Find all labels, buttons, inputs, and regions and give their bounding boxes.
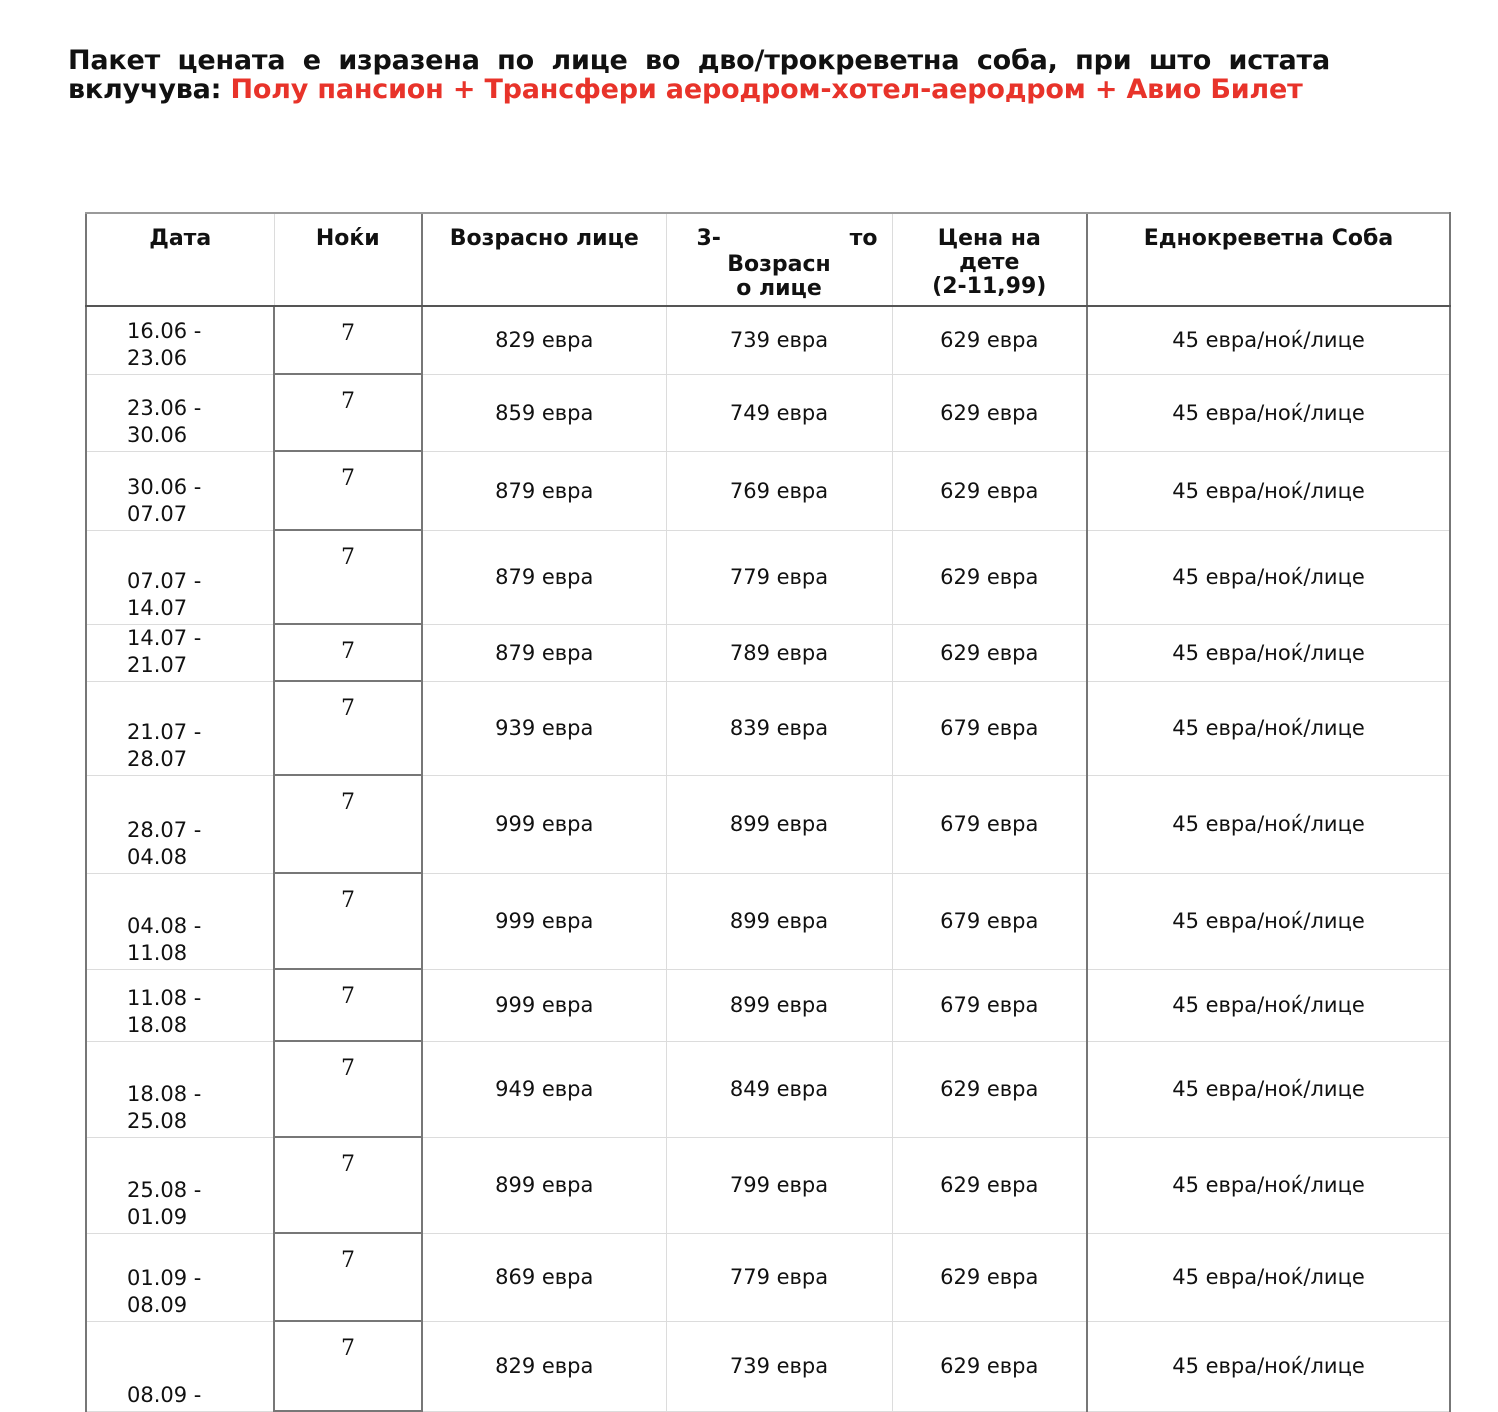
third-adult-price-cell: 839 евра xyxy=(666,681,892,775)
single-room-price-cell: 45 евра/ноќ/лице xyxy=(1087,969,1450,1041)
date-cell xyxy=(86,374,274,451)
adult-price-cell: 879 евра xyxy=(422,451,666,530)
nights-cell: 7 xyxy=(274,969,422,1041)
date-range-start: 14.07 - 21.07 xyxy=(127,625,202,677)
date-range-end: 04.08 xyxy=(127,844,188,869)
date-range-end: 23.06 xyxy=(127,345,188,370)
child-price-cell: 629 евра xyxy=(892,624,1087,681)
single-room-price-cell: 45 евра/ноќ/лице xyxy=(1087,306,1450,374)
date-cell xyxy=(86,873,274,969)
header-third-adult-part: о лице xyxy=(736,276,822,301)
date-cell xyxy=(86,681,274,775)
date-range-start: 16.06 - xyxy=(127,318,202,343)
included-services: Полу пансион + Трансфери аеродром-хотел-аеродром + Авио Билет xyxy=(230,74,1303,105)
single-room-price-cell: 45 евра/ноќ/лице xyxy=(1087,1137,1450,1233)
date-cell xyxy=(86,1041,274,1137)
child-price-cell: 629 евра xyxy=(892,1321,1087,1411)
nights-cell: 7 xyxy=(274,1233,422,1321)
nights-cell: 7 xyxy=(274,775,422,873)
third-adult-price-cell: 739 евра xyxy=(666,1321,892,1411)
third-adult-price-cell: 779 евра xyxy=(666,1233,892,1321)
adult-price-cell: 879 евра xyxy=(422,530,666,624)
adult-price-cell: 879 евра xyxy=(422,624,666,681)
date-cell xyxy=(86,969,274,1041)
date-cell xyxy=(86,306,274,374)
table-row xyxy=(86,306,1450,374)
nights-cell: 7 xyxy=(274,1321,422,1411)
single-room-price-cell: 45 евра/ноќ/лице xyxy=(1087,530,1450,624)
nights-cell: 7 xyxy=(274,873,422,969)
header-third-adult xyxy=(666,213,892,306)
header-third-adult-part: то xyxy=(849,226,878,251)
adult-price-cell: 829 евра xyxy=(422,1321,666,1411)
single-room-price-cell: 45 евра/ноќ/лице xyxy=(1087,681,1450,775)
table-row xyxy=(86,624,1450,681)
date-cell xyxy=(86,1233,274,1321)
date-range-end: 14.07 xyxy=(127,595,188,620)
single-room-price-cell: 45 евра/ноќ/лице xyxy=(1087,374,1450,451)
child-price-cell: 679 евра xyxy=(892,969,1087,1041)
adult-price-cell: 999 евра xyxy=(422,969,666,1041)
third-adult-price-cell: 899 евра xyxy=(666,775,892,873)
header-third-adult-part: 3- xyxy=(696,226,721,251)
nights-cell: 7 xyxy=(274,451,422,530)
header-child-part: Цена на xyxy=(937,226,1041,251)
third-adult-price-cell: 899 евра xyxy=(666,873,892,969)
child-price-cell: 679 евра xyxy=(892,681,1087,775)
table-row xyxy=(86,1137,1450,1233)
date-cell xyxy=(86,451,274,530)
third-adult-price-cell: 779 евра xyxy=(666,530,892,624)
table-row xyxy=(86,969,1450,1041)
date-cell xyxy=(86,530,274,624)
date-range-end: 28.07 xyxy=(127,746,188,771)
date-cell xyxy=(86,624,274,681)
table-header-row xyxy=(86,213,1450,306)
date-range-start: 11.08 - 18.08 xyxy=(127,985,202,1037)
date-range-start: 23.06 - xyxy=(127,395,202,420)
table-row xyxy=(86,530,1450,624)
third-adult-price-cell: 899 евра xyxy=(666,969,892,1041)
date-range-end: 07.07 xyxy=(127,501,188,526)
table-row xyxy=(86,775,1450,873)
date-cell xyxy=(86,1321,274,1411)
child-price-cell: 629 евра xyxy=(892,530,1087,624)
date-range-start: 25.08 - xyxy=(127,1177,202,1202)
date-range-start: 08.09 - xyxy=(127,1382,202,1407)
date-range-start: 30.06 - xyxy=(127,474,202,499)
header-date: Дата xyxy=(86,213,274,306)
single-room-price-cell: 45 евра/ноќ/лице xyxy=(1087,873,1450,969)
date-range-end: 30.06 xyxy=(127,422,188,447)
child-price-cell: 629 евра xyxy=(892,1233,1087,1321)
date-range-start: 07.07 - xyxy=(127,568,202,593)
third-adult-price-cell: 749 евра xyxy=(666,374,892,451)
third-adult-price-cell: 769 евра xyxy=(666,451,892,530)
table-row xyxy=(86,681,1450,775)
third-adult-price-cell: 739 евра xyxy=(666,306,892,374)
nights-cell: 7 xyxy=(274,624,422,681)
adult-price-cell: 869 евра xyxy=(422,1233,666,1321)
date-range-end: 08.09 xyxy=(127,1292,188,1317)
adult-price-cell: 999 евра xyxy=(422,775,666,873)
single-room-price-cell: 45 евра/ноќ/лице xyxy=(1087,1321,1450,1411)
table-row xyxy=(86,1041,1450,1137)
adult-price-cell: 949 евра xyxy=(422,1041,666,1137)
child-price-cell: 629 евра xyxy=(892,306,1087,374)
price-table xyxy=(85,212,1451,1412)
child-price-cell: 629 евра xyxy=(892,451,1087,530)
nights-cell: 7 xyxy=(274,681,422,775)
adult-price-cell: 899 евра xyxy=(422,1137,666,1233)
header-nights: Ноќи xyxy=(274,213,422,306)
date-range-end: 11.08 xyxy=(127,940,188,965)
header-third-adult-part: Возрасн xyxy=(727,252,831,277)
header-single-room: Еднокреветна Соба xyxy=(1087,213,1450,306)
table-row xyxy=(86,1233,1450,1321)
single-room-price-cell: 45 евра/ноќ/лице xyxy=(1087,775,1450,873)
nights-cell: 7 xyxy=(274,1041,422,1137)
date-range-start: 01.09 - xyxy=(127,1265,202,1290)
table-row xyxy=(86,873,1450,969)
date-range-end: 25.08 xyxy=(127,1108,188,1133)
child-price-cell: 629 евра xyxy=(892,374,1087,451)
child-price-cell: 629 евра xyxy=(892,1041,1087,1137)
date-range-start: 04.08 - xyxy=(127,913,202,938)
table-row xyxy=(86,1321,1450,1411)
child-price-cell: 679 евра xyxy=(892,775,1087,873)
single-room-price-cell: 45 евра/ноќ/лице xyxy=(1087,1041,1450,1137)
child-price-cell: 629 евра xyxy=(892,1137,1087,1233)
third-adult-price-cell: 799 евра xyxy=(666,1137,892,1233)
child-price-cell: 679 евра xyxy=(892,873,1087,969)
nights-cell: 7 xyxy=(274,374,422,451)
date-range-start: 18.08 - xyxy=(127,1081,202,1106)
header-child-part: дете xyxy=(959,250,1020,275)
header-child-price xyxy=(892,213,1087,306)
date-cell xyxy=(86,1137,274,1233)
adult-price-cell: 859 евра xyxy=(422,374,666,451)
date-range-start: 21.07 - xyxy=(127,719,202,744)
date-range-start: 28.07 - xyxy=(127,817,202,842)
header-adult: Возрасно лице xyxy=(422,213,666,306)
date-range-end: 01.09 xyxy=(127,1204,188,1229)
table-row xyxy=(86,451,1450,530)
single-room-price-cell: 45 евра/ноќ/лице xyxy=(1087,451,1450,530)
description-text: Пакет цената е изразена по лице во дво/трокреветна соба, при што истата вклучува: xyxy=(68,45,1330,105)
package-description xyxy=(68,46,1330,104)
third-adult-price-cell: 849 евра xyxy=(666,1041,892,1137)
single-room-price-cell: 45 евра/ноќ/лице xyxy=(1087,1233,1450,1321)
table-row xyxy=(86,374,1450,451)
third-adult-price-cell: 789 евра xyxy=(666,624,892,681)
nights-cell: 7 xyxy=(274,306,422,374)
adult-price-cell: 999 евра xyxy=(422,873,666,969)
header-child-part: (2-11,99) xyxy=(932,274,1047,299)
adult-price-cell: 939 евра xyxy=(422,681,666,775)
adult-price-cell: 829 евра xyxy=(422,306,666,374)
nights-cell: 7 xyxy=(274,1137,422,1233)
date-cell xyxy=(86,775,274,873)
single-room-price-cell: 45 евра/ноќ/лице xyxy=(1087,624,1450,681)
nights-cell: 7 xyxy=(274,530,422,624)
